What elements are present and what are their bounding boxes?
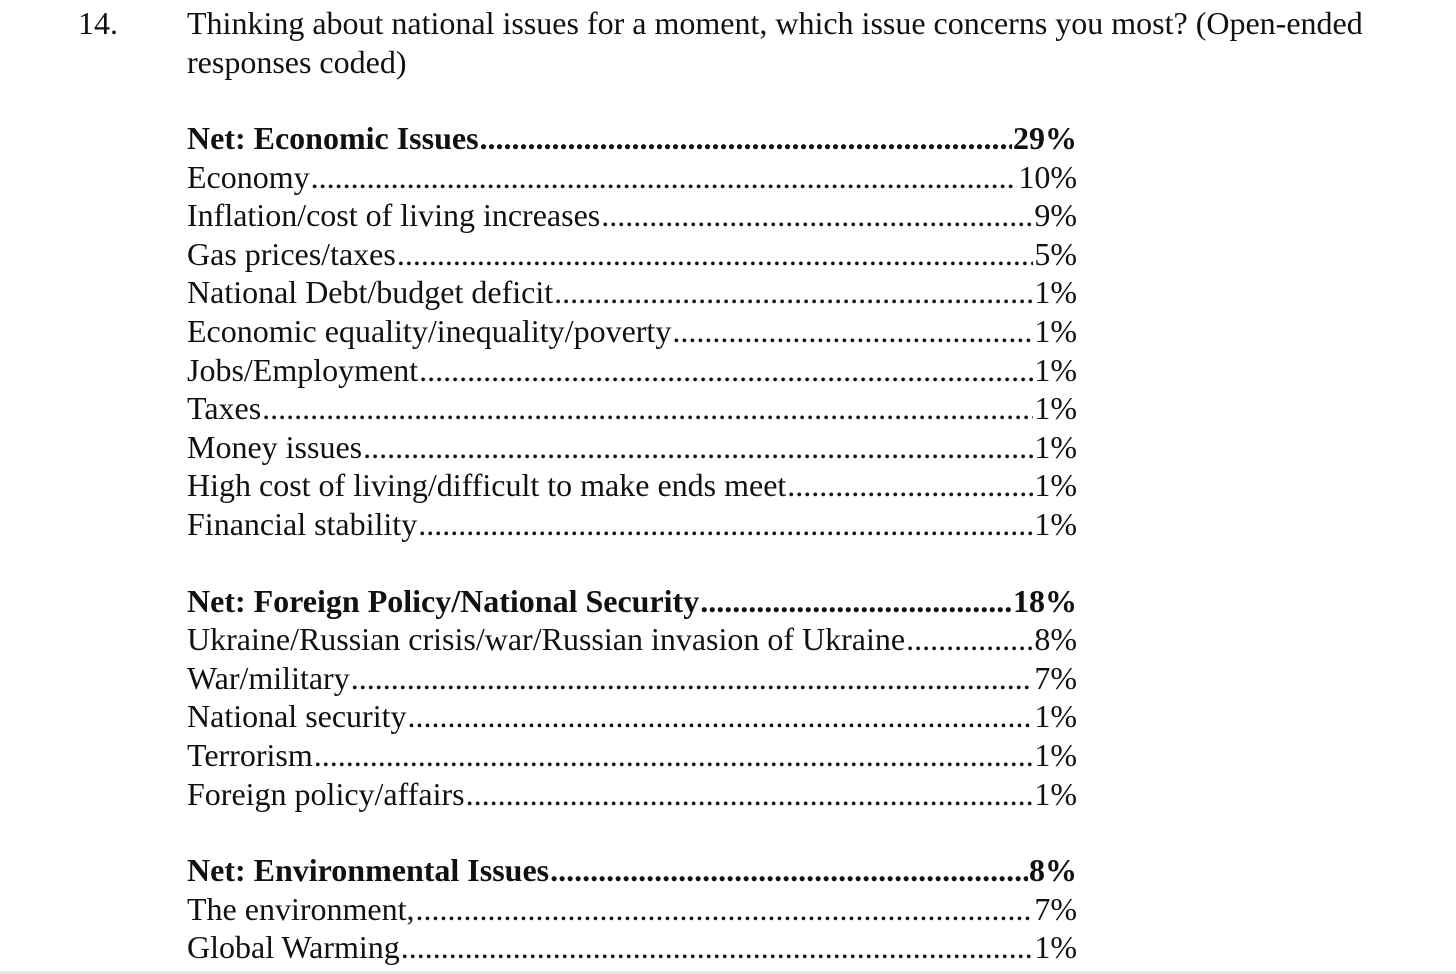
leader-dots (601, 196, 1033, 235)
response-value: 1% (1034, 698, 1077, 735)
response-label: Economic equality/inequality/poverty (187, 312, 672, 349)
response-row (187, 697, 1077, 736)
leader-dots (787, 466, 1033, 505)
leader-dots (314, 736, 1034, 775)
response-label: Economy (187, 158, 310, 195)
response-label: Money issues (187, 428, 363, 465)
response-value: 1% (1034, 274, 1077, 311)
leader-dots (311, 158, 1018, 197)
response-row (187, 736, 1077, 775)
net-label: Net: Environmental Issues (187, 852, 550, 889)
response-value: 5% (1034, 235, 1077, 272)
response-row (187, 775, 1077, 814)
leader-dots (700, 582, 1012, 621)
response-label: Financial stability (187, 505, 418, 542)
net-value: 29% (1013, 120, 1077, 156)
response-label: Global Warming (187, 929, 400, 966)
leader-dots (419, 351, 1033, 390)
question-text: Thinking about national issues for a moment, which issue concerns you most? (Open-ended responses coded) (187, 5, 1363, 80)
response-label: Ukraine/Russian crisis/war/Russian invasion of Ukraine (187, 621, 906, 658)
net-label: Net: Economic Issues (187, 120, 479, 156)
response-label: National Debt/budget deficit (187, 274, 554, 311)
leader-dots (407, 697, 1033, 736)
response-row (187, 659, 1077, 698)
response-list (187, 119, 1077, 967)
response-row (187, 505, 1077, 544)
response-value: 9% (1034, 197, 1077, 234)
response-value: 1% (1034, 929, 1077, 966)
leader-dots (554, 273, 1033, 312)
response-value: 1% (1034, 351, 1077, 388)
response-label: Jobs/Employment (187, 351, 419, 388)
response-row (187, 196, 1077, 235)
response-label: Gas prices/taxes (187, 235, 396, 272)
net-label: Net: Foreign Policy/National Security (187, 582, 700, 619)
response-label: High cost of living/difficult to make ends meet (187, 467, 787, 504)
net-row-economic (187, 119, 1077, 158)
net-row-environmental (187, 851, 1077, 890)
response-value: 8% (1034, 621, 1077, 658)
response-row (187, 351, 1077, 390)
leader-dots (550, 851, 1028, 890)
response-value: 1% (1034, 428, 1077, 465)
response-value: 1% (1034, 467, 1077, 504)
leader-dots (351, 659, 1034, 698)
response-value: 1% (1034, 775, 1077, 812)
response-value: 1% (1034, 736, 1077, 773)
response-row (187, 158, 1077, 197)
leader-dots (672, 312, 1033, 351)
response-row (187, 389, 1077, 428)
leader-dots (906, 620, 1033, 659)
group-spacer (187, 813, 1077, 851)
response-label: The environment, (187, 890, 415, 927)
response-row (187, 466, 1077, 505)
response-value: 1% (1034, 390, 1077, 427)
response-label: Taxes (187, 390, 262, 427)
response-row (187, 428, 1077, 467)
leader-dots (262, 389, 1033, 428)
leader-dots (415, 890, 1033, 929)
response-row (187, 620, 1077, 659)
response-row (187, 235, 1077, 274)
response-value: 10% (1018, 158, 1077, 195)
question-number: 14. (78, 5, 118, 41)
response-value: 7% (1034, 890, 1077, 927)
response-row (187, 928, 1077, 967)
leader-dots (363, 428, 1033, 467)
net-value: 18% (1013, 582, 1077, 619)
net-value: 8% (1029, 852, 1077, 889)
response-label: Inflation/cost of living increases (187, 197, 601, 234)
leader-dots (480, 119, 1012, 158)
response-value: 1% (1034, 505, 1077, 542)
group-spacer (187, 544, 1077, 582)
response-row (187, 890, 1077, 929)
response-label: Foreign policy/affairs (187, 775, 465, 812)
leader-dots (397, 235, 1034, 274)
response-row (187, 312, 1077, 351)
leader-dots (466, 775, 1034, 814)
response-label: War/military (187, 659, 350, 696)
response-value: 1% (1034, 312, 1077, 349)
response-label: National security (187, 698, 407, 735)
net-row-foreign-policy (187, 582, 1077, 621)
leader-dots (418, 505, 1033, 544)
leader-dots (401, 928, 1034, 967)
response-value: 7% (1034, 659, 1077, 696)
response-row (187, 273, 1077, 312)
response-label: Terrorism (187, 736, 313, 773)
